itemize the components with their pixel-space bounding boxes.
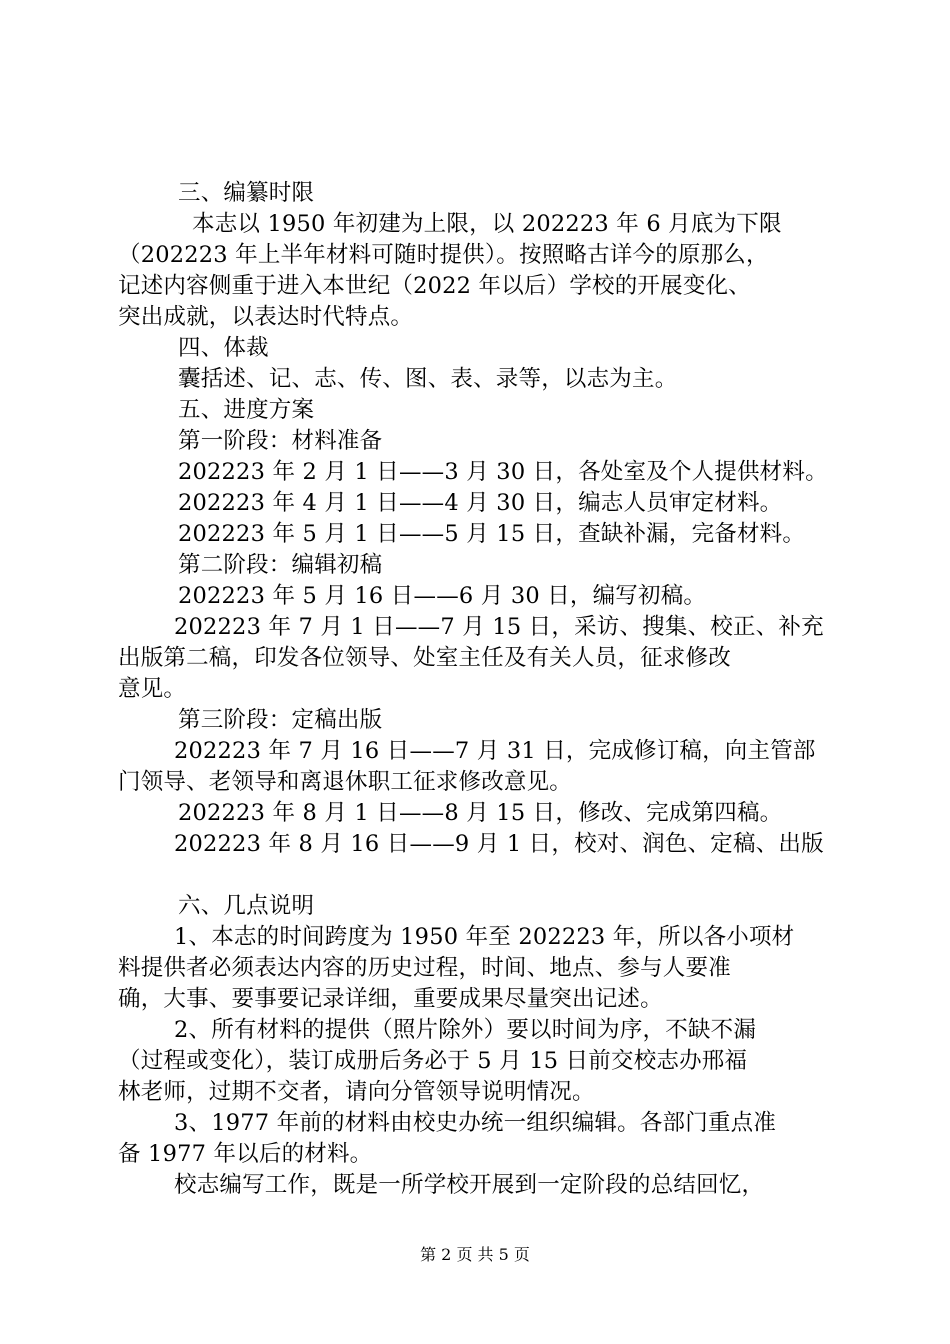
schedule-item: 202223 年 5 月 1 日——5 月 15 日，查缺补漏，完备材料。 [178, 521, 806, 547]
paragraph-line: 林老师，过期不交者，请向分管领导说明情况。 [118, 1079, 595, 1105]
section-heading-time-limit: 三、编纂时限 [178, 180, 315, 206]
paragraph-line: 囊括述、记、志、传、图、表、录等，以志为主。 [178, 366, 678, 392]
note-item: 2、所有材料的提供（照片除外）要以时间为序，不缺不漏 [174, 1017, 757, 1043]
section-heading-notes: 六、几点说明 [178, 893, 315, 919]
paragraph-line: 料提供者必须表达内容的历史过程，时间、地点、参与人要准 [118, 955, 731, 981]
schedule-item: 202223 年 7 月 1 日——7 月 15 日，采访、搜集、校正、补充 [174, 614, 824, 640]
note-item: 1、本志的时间跨度为 1950 年至 202223 年，所以各小项材 [174, 924, 795, 950]
paragraph-line: 意见。 [118, 676, 187, 702]
paragraph-line: 突出成就，以表达时代特点。 [118, 304, 414, 330]
paragraph-line: （202223 年上半年材料可随时提供）。按照略古详今的原那么， [118, 242, 769, 268]
paragraph-line: 出版第二稿，印发各位领导、处室主任及有关人员，征求修改 [118, 645, 731, 671]
paragraph-line: 门领导、老领导和离退休职工征求修改意见。 [118, 769, 573, 795]
stage-heading-one: 第一阶段：材料准备 [178, 428, 383, 454]
schedule-item: 202223 年 7 月 16 日——7 月 31 日，完成修订稿，向主管部 [174, 738, 816, 764]
paragraph-line: 校志编写工作，既是一所学校开展到一定阶段的总结回忆， [174, 1172, 765, 1198]
section-heading-genre: 四、体裁 [178, 335, 269, 361]
paragraph-line: 记述内容侧重于进入本世纪（2022 年以后）学校的开展变化、 [118, 273, 751, 299]
schedule-item: 202223 年 5 月 16 日——6 月 30 日，编写初稿。 [178, 583, 707, 609]
section-heading-schedule: 五、进度方案 [178, 397, 315, 423]
schedule-item: 202223 年 8 月 16 日——9 月 1 日，校对、润色、定稿、出版 [174, 831, 824, 857]
schedule-item: 202223 年 2 月 1 日——3 月 30 日，各处室及个人提供材料。 [178, 459, 828, 485]
page-footer: 第 2 页 共 5 页 [420, 1245, 530, 1264]
paragraph-line: 备 1977 年以后的材料。 [118, 1141, 373, 1167]
paragraph-line: 确，大事、要事要记录详细，重要成果尽量突出记述。 [118, 986, 663, 1012]
paragraph-line: 本志以 1950 年初建为上限，以 202223 年 6 月底为下限 [192, 211, 782, 237]
stage-heading-two: 第二阶段：编辑初稿 [178, 552, 383, 578]
stage-heading-three: 第三阶段：定稿出版 [178, 707, 383, 733]
schedule-item: 202223 年 8 月 1 日——8 月 15 日，修改、完成第四稿。 [178, 800, 783, 826]
schedule-item: 202223 年 4 月 1 日——4 月 30 日，编志人员审定材料。 [178, 490, 783, 516]
paragraph-line: （过程或变化），装订成册后务必于 5 月 15 日前交校志办邢福 [118, 1048, 748, 1074]
note-item: 3、1977 年前的材料由校史办统一组织编辑。各部门重点准 [174, 1110, 777, 1136]
